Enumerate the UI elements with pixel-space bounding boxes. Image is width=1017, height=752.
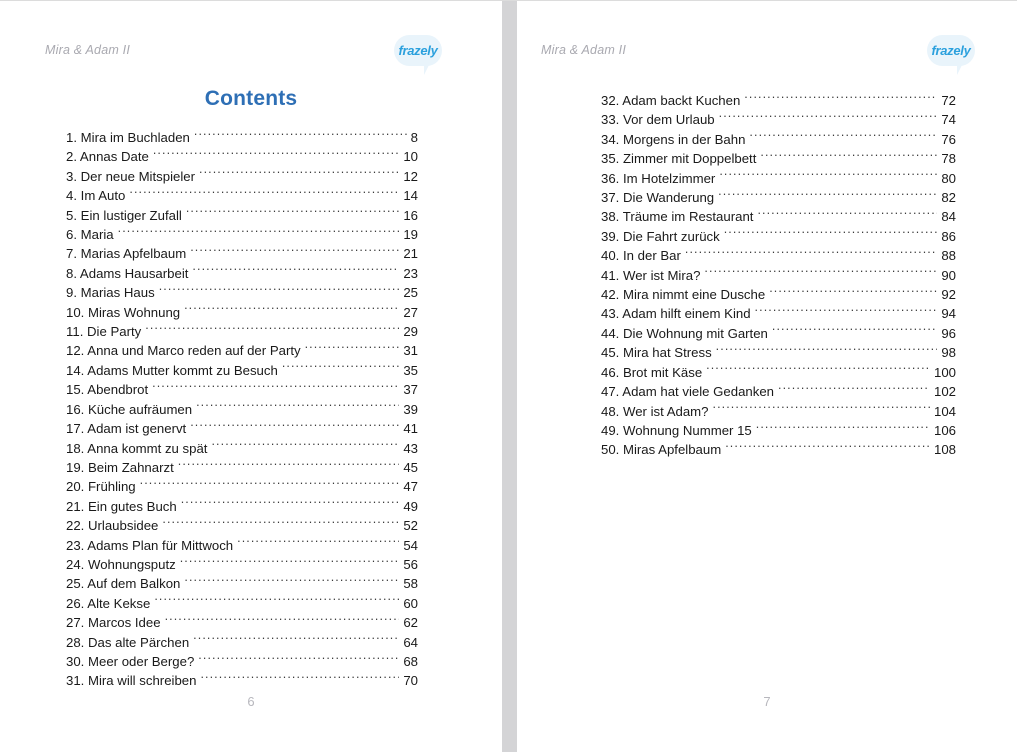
toc-entry[interactable]: [66, 419, 418, 438]
toc-dot-leader: [713, 402, 930, 415]
toc-entry-page-number: 70: [403, 673, 418, 689]
toc-entry-label: 14. Adams Mutter kommt zu Besuch: [66, 362, 278, 378]
toc-dot-leader: [725, 441, 930, 454]
toc-entry-label: 34. Morgens in der Bahn: [601, 131, 746, 147]
toc-entry-label: 33. Vor dem Urlaub: [601, 112, 715, 128]
toc-dot-leader: [704, 266, 937, 279]
toc-entry[interactable]: [601, 227, 956, 246]
toc-entry-page-number: 12: [403, 168, 418, 184]
toc-entry[interactable]: [66, 574, 418, 593]
toc-entry[interactable]: [66, 439, 418, 458]
toc-entry-page-number: 10: [403, 149, 418, 165]
toc-entry-label: 6. Maria: [66, 227, 114, 243]
toc-entry[interactable]: [601, 246, 956, 265]
toc-entry-label: 48. Wer ist Adam?: [601, 403, 709, 419]
toc-entry-label: 41. Wer ist Mira?: [601, 267, 701, 283]
toc-entry-page-number: 47: [403, 479, 418, 495]
toc-entry-page-number: 23: [403, 265, 418, 281]
toc-dot-leader: [760, 150, 937, 163]
toc-entry[interactable]: [66, 206, 418, 225]
toc-entry[interactable]: [66, 613, 418, 632]
toc-entry-label: 40. In der Bar: [601, 248, 681, 264]
toc-entry[interactable]: [601, 440, 956, 459]
toc-dot-leader: [196, 401, 399, 414]
toc-entry[interactable]: [66, 536, 418, 555]
toc-entry[interactable]: [601, 188, 956, 207]
toc-dot-leader: [757, 208, 937, 221]
toc-dot-leader: [159, 284, 400, 297]
toc-entry-label: 24. Wohnungsputz: [66, 556, 176, 572]
toc-entry-label: 32. Adam backt Kuchen: [601, 93, 741, 108]
toc-entry-page-number: 39: [403, 401, 418, 417]
toc-entry-page-number: 96: [941, 325, 956, 341]
toc-dot-leader: [145, 323, 399, 336]
toc-entry[interactable]: [601, 324, 956, 343]
toc-dot-leader: [200, 672, 399, 685]
toc-entry[interactable]: [601, 130, 956, 149]
toc-entry[interactable]: [66, 167, 418, 186]
toc-dot-leader: [162, 517, 399, 530]
toc-entry-page-number: 25: [403, 285, 418, 301]
toc-entry-label: 19. Beim Zahnarzt: [66, 459, 174, 475]
toc-entry-label: 30. Meer oder Berge?: [66, 653, 195, 669]
toc-entry-label: 16. Küche aufräumen: [66, 401, 193, 417]
toc-entry[interactable]: [66, 283, 418, 302]
toc-dot-leader: [190, 245, 399, 258]
toc-entry-label: 10. Miras Wohnung: [66, 304, 181, 320]
toc-dot-leader: [118, 226, 400, 239]
toc-list-right: [601, 91, 956, 460]
toc-entry[interactable]: [66, 458, 418, 477]
toc-entry[interactable]: [66, 322, 418, 341]
frazely-logo-text: frazely: [398, 42, 438, 58]
toc-dot-leader: [192, 265, 399, 278]
toc-entry-label: 46. Brot mit Käse: [601, 364, 703, 380]
toc-entry-page-number: 98: [941, 345, 956, 361]
toc-dot-leader: [719, 111, 938, 124]
toc-dot-leader: [769, 286, 937, 299]
toc-entry-page-number: 62: [403, 615, 418, 631]
toc-entry-label: 35. Zimmer mit Doppelbett: [601, 151, 757, 167]
toc-entry-label: 9. Marias Haus: [66, 285, 155, 301]
toc-dot-leader: [744, 92, 937, 105]
toc-entry-page-number: 92: [941, 287, 956, 303]
toc-entry-label: 15. Abendbrot: [66, 382, 149, 398]
toc-entry[interactable]: [601, 207, 956, 226]
toc-entry-label: 11. Die Party: [66, 324, 142, 340]
toc-list-left: [66, 128, 418, 691]
toc-entry-page-number: 29: [403, 324, 418, 340]
frazely-logo-left: [394, 35, 442, 66]
toc-entry-page-number: 54: [403, 537, 418, 553]
toc-dot-leader: [756, 422, 930, 435]
toc-entry-page-number: 88: [941, 248, 956, 264]
toc-entry-page-number: 21: [403, 246, 418, 262]
toc-entry-label: 8. Adams Hausarbeit: [66, 265, 189, 281]
toc-dot-leader: [724, 228, 938, 241]
running-head-left: Mira & Adam II: [45, 43, 130, 57]
toc-entry-label: 25. Auf dem Balkon: [66, 576, 181, 592]
toc-entry-page-number: 19: [403, 227, 418, 243]
toc-entry[interactable]: [601, 266, 956, 285]
toc-entry-page-number: 102: [933, 384, 956, 400]
toc-entry-label: 3. Der neue Mitspieler: [66, 168, 196, 184]
toc-entry[interactable]: [66, 671, 418, 690]
toc-entry[interactable]: [601, 343, 956, 362]
toc-dot-leader: [755, 305, 938, 318]
toc-entry-page-number: 35: [403, 362, 418, 378]
toc-entry[interactable]: [66, 497, 418, 516]
toc-dot-leader: [181, 498, 400, 511]
toc-dot-leader: [152, 381, 399, 394]
toc-entry[interactable]: [601, 402, 956, 421]
toc-dot-leader: [199, 168, 399, 181]
toc-dot-leader: [129, 187, 399, 200]
toc-entry-page-number: 58: [403, 576, 418, 592]
toc-entry-page-number: 16: [403, 207, 418, 223]
toc-dot-leader: [282, 362, 400, 375]
toc-entry-page-number: 82: [941, 190, 956, 206]
toc-entry[interactable]: [601, 304, 956, 323]
toc-entry-label: 18. Anna kommt zu spät: [66, 440, 208, 456]
toc-entry[interactable]: [601, 169, 956, 188]
toc-entry-label: 26. Alte Kekse: [66, 595, 151, 611]
toc-entry-page-number: 84: [941, 209, 956, 225]
toc-entry-page-number: 80: [941, 170, 956, 186]
toc-entry-label: 42. Mira nimmt eine Dusche: [601, 287, 766, 303]
toc-entry-page-number: 74: [941, 112, 956, 128]
toc-dot-leader: [719, 169, 937, 182]
toc-entry[interactable]: [601, 110, 956, 129]
toc-entry-label: 38. Träume im Restaurant: [601, 209, 754, 225]
toc-entry[interactable]: [66, 341, 418, 360]
toc-entry-page-number: 104: [933, 403, 956, 419]
toc-dot-leader: [180, 556, 400, 569]
toc-entry-page-number: 27: [403, 304, 418, 320]
toc-entry[interactable]: [66, 633, 418, 652]
toc-dot-leader: [305, 342, 400, 355]
toc-entry-label: 47. Adam hat viele Gedanken: [601, 384, 775, 400]
toc-entry[interactable]: [66, 128, 418, 147]
toc-entry-label: 45. Mira hat Stress: [601, 345, 712, 361]
toc-entry-page-number: 14: [403, 188, 418, 204]
toc-entry[interactable]: [601, 421, 956, 440]
toc-entry[interactable]: [66, 555, 418, 574]
page-right: [517, 1, 1017, 752]
toc-entry-label: 7. Marias Apfelbaum: [66, 246, 187, 262]
toc-entry-label: 23. Adams Plan für Mittwoch: [66, 537, 234, 553]
toc-entry-page-number: 43: [403, 440, 418, 456]
toc-entry-label: 2. Annas Date: [66, 149, 149, 165]
toc-entry-page-number: 100: [933, 364, 956, 380]
toc-dot-leader: [685, 247, 937, 260]
toc-dot-leader: [153, 148, 399, 161]
toc-dot-leader: [154, 595, 399, 608]
toc-dot-leader: [198, 653, 399, 666]
toc-entry-page-number: 78: [941, 151, 956, 167]
toc-entry-label: 5. Ein lustiger Zufall: [66, 207, 182, 223]
toc-entry[interactable]: [601, 363, 956, 382]
toc-entry[interactable]: [66, 186, 418, 205]
toc-entry-page-number: 72: [941, 93, 956, 108]
toc-entry-page-number: 64: [403, 634, 418, 650]
toc-entry-label: 39. Die Fahrt zurück: [601, 228, 720, 244]
toc-entry-label: 28. Das alte Pärchen: [66, 634, 190, 650]
toc-entry-page-number: 49: [403, 498, 418, 514]
toc-dot-leader: [749, 131, 937, 144]
running-head-right: Mira & Adam II: [541, 43, 626, 57]
toc-dot-leader: [237, 536, 399, 549]
toc-entry-page-number: 31: [403, 343, 418, 359]
toc-entry-label: 22. Urlaubsidee: [66, 518, 159, 534]
toc-entry-page-number: 37: [403, 382, 418, 398]
toc-entry[interactable]: [601, 285, 956, 304]
toc-entry-page-number: 45: [403, 459, 418, 475]
toc-entry-label: 12. Anna und Marco reden auf der Party: [66, 343, 301, 359]
toc-entry[interactable]: [66, 303, 418, 322]
toc-entry-label: 17. Adam ist genervt: [66, 421, 187, 437]
page-number-right: 7: [763, 694, 771, 709]
toc-entry-label: 31. Mira will schreiben: [66, 673, 197, 689]
toc-entry-page-number: 76: [941, 131, 956, 147]
toc-entry[interactable]: [66, 264, 418, 283]
toc-entry-label: 50. Miras Apfelbaum: [601, 442, 722, 458]
page-gutter: [502, 1, 517, 752]
toc-entry-page-number: 86: [941, 228, 956, 244]
toc-dot-leader: [190, 420, 399, 433]
toc-entry[interactable]: [66, 516, 418, 535]
toc-dot-leader: [718, 189, 937, 202]
toc-entry-page-number: 60: [403, 595, 418, 611]
toc-dot-leader: [194, 129, 407, 142]
toc-entry-page-number: 108: [933, 442, 956, 458]
toc-entry-page-number: 41: [403, 421, 418, 437]
frazely-logo-right: [927, 35, 975, 66]
toc-dot-leader: [184, 575, 399, 588]
toc-entry[interactable]: [66, 652, 418, 671]
toc-dot-leader: [140, 478, 400, 491]
toc-entry[interactable]: [601, 91, 956, 110]
toc-entry[interactable]: [66, 225, 418, 244]
toc-entry[interactable]: [66, 147, 418, 166]
frazely-logo-text: frazely: [931, 42, 971, 58]
toc-entry[interactable]: [66, 400, 418, 419]
toc-entry-page-number: 56: [403, 556, 418, 572]
toc-dot-leader: [193, 633, 399, 646]
toc-dot-leader: [716, 344, 938, 357]
toc-entry-label: 21. Ein gutes Buch: [66, 498, 177, 514]
toc-dot-leader: [165, 614, 400, 627]
toc-entry-label: 36. Im Hotelzimmer: [601, 170, 716, 186]
toc-dot-leader: [178, 459, 400, 472]
contents-heading: Contents: [204, 87, 298, 110]
toc-entry[interactable]: [66, 244, 418, 263]
toc-entry-page-number: 94: [941, 306, 956, 322]
toc-dot-leader: [772, 325, 937, 338]
page-number-left: 6: [247, 694, 255, 709]
toc-dot-leader: [706, 364, 930, 377]
toc-entry-label: 44. Die Wohnung mit Garten: [601, 325, 768, 341]
toc-entry-page-number: 52: [403, 518, 418, 534]
toc-entry-page-number: 68: [403, 653, 418, 669]
toc-entry-page-number: 90: [941, 267, 956, 283]
toc-entry-label: 49. Wohnung Nummer 15: [601, 422, 752, 438]
toc-entry[interactable]: [66, 477, 418, 496]
toc-entry-label: 43. Adam hilft einem Kind: [601, 306, 751, 322]
toc-entry[interactable]: [601, 382, 956, 401]
toc-entry[interactable]: [66, 380, 418, 399]
toc-entry-label: 1. Mira im Buchladen: [66, 130, 190, 145]
toc-entry-label: 20. Frühling: [66, 479, 136, 495]
page-left: [0, 1, 502, 752]
toc-entry-page-number: 8: [410, 130, 418, 145]
toc-dot-leader: [186, 206, 400, 219]
toc-entry-label: 27. Marcos Idee: [66, 615, 161, 631]
toc-entry-page-number: 106: [933, 422, 956, 438]
toc-entry[interactable]: [66, 361, 418, 380]
toc-entry-label: 4. Im Auto: [66, 188, 126, 204]
toc-dot-leader: [184, 303, 399, 316]
toc-entry[interactable]: [601, 149, 956, 168]
toc-dot-leader: [211, 439, 399, 452]
toc-dot-leader: [778, 383, 930, 396]
toc-entry[interactable]: [66, 594, 418, 613]
toc-entry-label: 37. Die Wanderung: [601, 190, 715, 206]
